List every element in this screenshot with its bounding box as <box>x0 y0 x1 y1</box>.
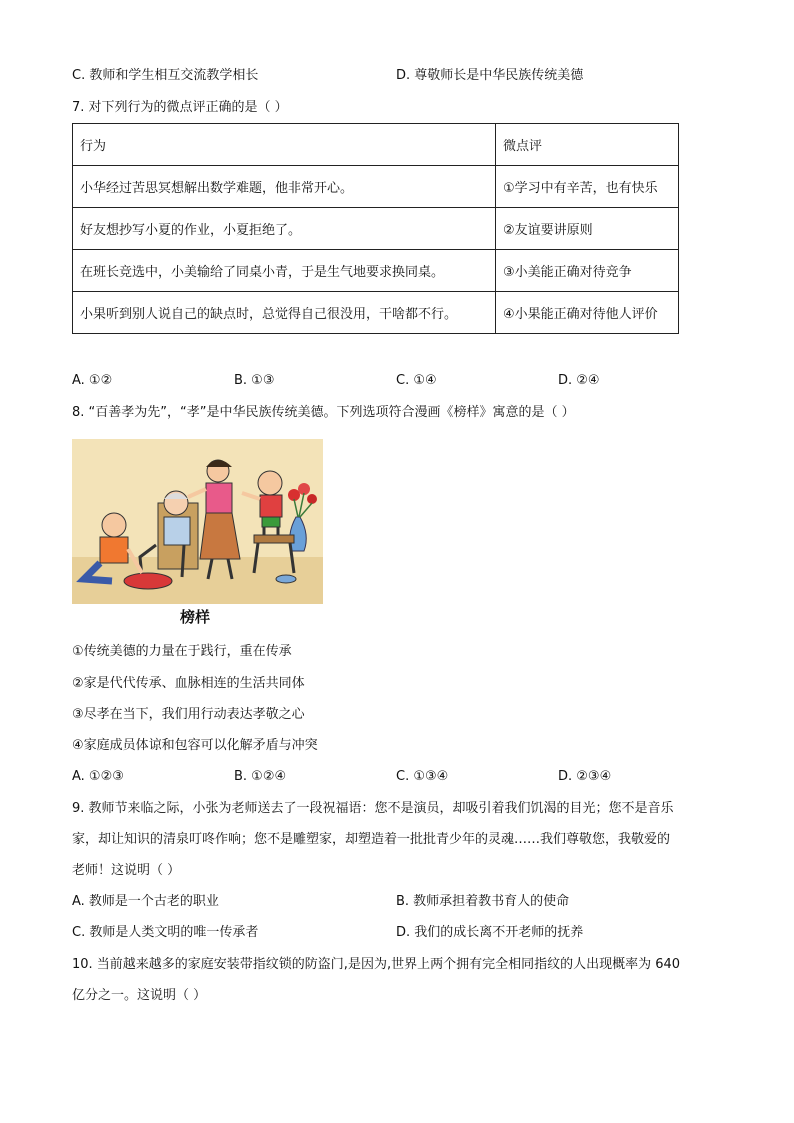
q9-option-d: D. 我们的成长离不开老师的抚养 <box>396 925 584 940</box>
table-cell-behavior: 在班长竞选中，小美输给了同桌小青，于是生气地要求换同桌。 <box>73 250 496 292</box>
q9-stem-line-2: 家，却让知识的清泉叮咚作响；您不是雕塑家，却塑造着一批批青少年的灵魂……我们尊敬您，我敬爱的 <box>72 832 671 847</box>
table-cell-comment: ③小美能正确对待竞争 <box>496 250 679 292</box>
q8-option-b: B. ①②④ <box>234 769 287 784</box>
q6-option-d: D. 尊敬师长是中华民族传统美德 <box>396 68 584 83</box>
q7-option-a: A. ①② <box>72 373 113 388</box>
table-header-comment: 微点评 <box>496 124 679 166</box>
q9-option-c: C. 教师是人类文明的唯一传承者 <box>72 925 259 940</box>
q8-option-c: C. ①③④ <box>396 769 449 784</box>
table-cell-behavior: 小果听到别人说自己的缺点时，总觉得自己很没用，干啥都不行。 <box>73 292 496 334</box>
table-row <box>73 166 679 208</box>
q6-option-c: C. 教师和学生相互交流教学相长 <box>72 68 259 83</box>
q9-option-a: A. 教师是一个古老的职业 <box>72 894 219 909</box>
q9-option-b: B. 教师承担着教书育人的使命 <box>396 894 570 909</box>
table-header-behavior: 行为 <box>73 124 496 166</box>
q8-option-a: A. ①②③ <box>72 769 124 784</box>
table-cell-behavior: 小华经过苦思冥想解出数学难题，他非常开心。 <box>73 166 496 208</box>
q8-statement-4: ④家庭成员体谅和包容可以化解矛盾与冲突 <box>72 738 318 753</box>
q8-statement-1: ①传统美德的力量在于践行，重在传承 <box>72 644 292 659</box>
table-cell-comment: ①学习中有辛苦，也有快乐 <box>496 166 679 208</box>
q10-stem-line-1: 10. 当前越来越多的家庭安装带指纹锁的防盗门,是因为,世界上两个拥有完全相同指纹的人出现概率为 640 <box>72 957 681 972</box>
q8-option-d: D. ②③④ <box>558 769 612 784</box>
q8-statement-3: ③尽孝在当下，我们用行动表达孝敬之心 <box>72 707 305 722</box>
table-cell-comment: ②友谊要讲原则 <box>496 208 679 250</box>
table-row <box>73 292 679 334</box>
table-row <box>73 208 679 250</box>
q7-table <box>72 123 679 334</box>
table-row <box>73 250 679 292</box>
q9-stem-line-3: 老师！这说明（ ） <box>72 863 181 878</box>
cartoon-caption: 榜样 <box>180 608 211 626</box>
table-header-row <box>73 124 679 166</box>
cartoon-image <box>72 439 323 604</box>
q9-stem-line-1: 9. 教师节来临之际，小张为老师送去了一段祝福语：您不是演员，却吸引着我们饥渴的目光；您不是音乐 <box>72 801 674 816</box>
q7-option-b: B. ①③ <box>234 373 275 388</box>
q8-stem: 8. “百善孝为先”，“孝”是中华民族传统美德。下列选项符合漫画《榜样》寓意的是（ ） <box>72 405 575 420</box>
q8-statement-2: ②家是代代传承、血脉相连的生活共同体 <box>72 676 305 691</box>
q10-stem-line-2: 亿分之一。这说明（ ） <box>72 988 207 1003</box>
q7-option-d: D. ②④ <box>558 373 600 388</box>
q7-stem: 7. 对下列行为的微点评正确的是（ ） <box>72 100 288 115</box>
table-cell-behavior: 好友想抄写小夏的作业，小夏拒绝了。 <box>73 208 496 250</box>
table-cell-comment: ④小果能正确对待他人评价 <box>496 292 679 334</box>
q7-option-c: C. ①④ <box>396 373 437 388</box>
